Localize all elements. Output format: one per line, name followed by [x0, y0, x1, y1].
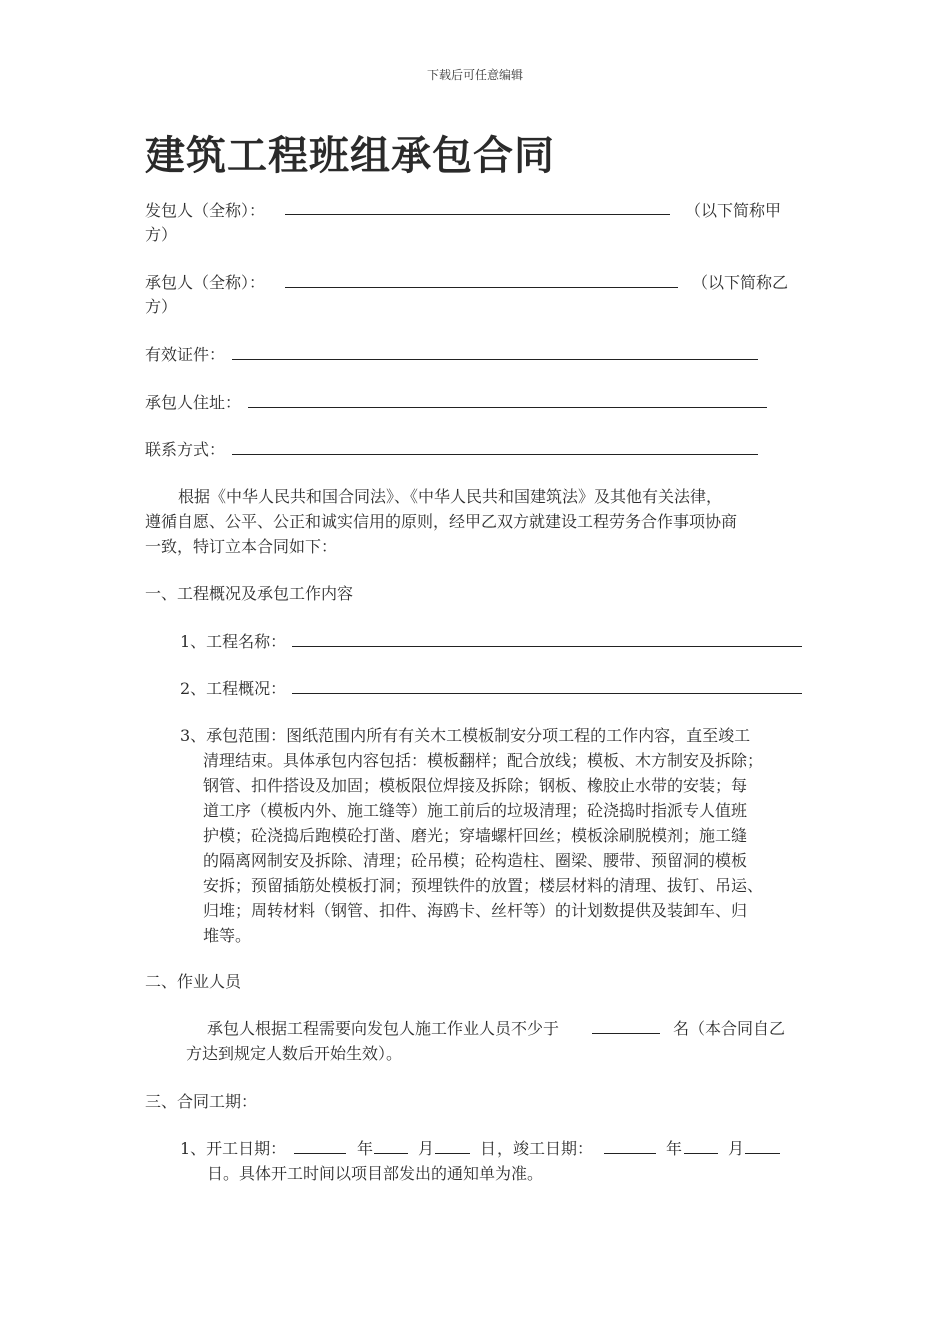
section-1-heading: 一、工程概况及承包工作内容 — [145, 584, 354, 603]
project-name-blank[interactable] — [292, 646, 802, 647]
start-date-label: 1、开工日期： — [180, 1139, 287, 1158]
address-blank[interactable] — [248, 407, 767, 408]
scope-line: 堆等。 — [203, 926, 252, 945]
contractor-suffix-cont: 方） — [145, 297, 178, 316]
scope-line: 钢管、扣件搭设及加固；模板限位焊接及拆除；钢板、橡胶止水带的安装；每 — [203, 776, 748, 795]
id-blank[interactable] — [232, 359, 758, 360]
scope-line: 的隔离网制安及拆除、清理；砼吊模；砼构造柱、圈梁、腰带、预留洞的模板 — [203, 851, 748, 870]
month-label: 月 — [728, 1139, 745, 1158]
preamble-line: 一致，特订立本合同如下： — [145, 537, 338, 556]
employer-suffix: （以下简称甲 — [685, 201, 782, 220]
contact-label: 联系方式： — [145, 440, 226, 459]
workers-line-b: 名（本合同自乙 — [673, 1019, 786, 1038]
workers-count-blank[interactable] — [592, 1033, 660, 1034]
workers-line-a: 承包人根据工程需要向发包人施工作业人员不少于 — [207, 1019, 560, 1038]
employer-suffix-cont: 方） — [145, 225, 178, 244]
section-2-heading: 二、作业人员 — [145, 972, 242, 991]
year-label: 年 — [357, 1139, 374, 1158]
scope-line: 清理结束。具体承包内容包括：模板翻样；配合放线；模板、木方制安及拆除； — [203, 751, 764, 770]
year-label: 年 — [666, 1139, 683, 1158]
end-month-blank[interactable] — [684, 1153, 718, 1154]
start-month-blank[interactable] — [374, 1153, 408, 1154]
employer-label: 发包人（全称）： — [145, 201, 266, 220]
id-label: 有效证件： — [145, 345, 226, 364]
project-overview-blank[interactable] — [292, 693, 802, 694]
employer-name-blank[interactable] — [285, 214, 670, 215]
workers-line-2: 方达到规定人数后开始生效）。 — [186, 1044, 403, 1063]
document-title: 建筑工程班组承包合同 — [145, 133, 555, 179]
scope-line: 道工序（模板内外、施工缝等）施工前后的垃圾清理；砼浇捣时指派专人值班 — [203, 801, 748, 820]
contractor-name-blank[interactable] — [285, 287, 678, 288]
scope-line: 3、承包范围：图纸范围内所有有关木工模板制安分项工程的工作内容，直至竣工 — [180, 726, 751, 745]
header-note: 下载后可任意编辑 — [426, 68, 523, 82]
contractor-label: 承包人（全称）： — [145, 273, 266, 292]
scope-line: 安拆；预留插筋处模板打洞；预埋铁件的放置；楼层材料的清理、拔钉、吊运、 — [203, 876, 764, 895]
start-year-blank[interactable] — [294, 1153, 346, 1154]
end-day-blank[interactable] — [745, 1153, 780, 1154]
start-date-note: 日。具体开工时间以项目部发出的通知单为准。 — [207, 1164, 544, 1183]
address-label: 承包人住址： — [145, 393, 242, 412]
contact-blank[interactable] — [232, 454, 758, 455]
end-year-blank[interactable] — [604, 1153, 656, 1154]
project-name-label: 1、工程名称： — [180, 632, 287, 651]
start-day-blank[interactable] — [435, 1153, 470, 1154]
scope-line: 归堆；周转材料（钢管、扣件、海鸥卡、丝杆等）的计划数提供及装卸车、归 — [203, 901, 748, 920]
project-overview-label: 2、工程概况： — [180, 679, 287, 698]
day-label: 日 — [480, 1139, 497, 1158]
month-label: 月 — [418, 1139, 435, 1158]
preamble-line: 根据《中华人民共和国合同法》、《中华人民共和国建筑法》及其他有关法律， — [178, 487, 723, 506]
end-date-label: ，竣工日期： — [497, 1139, 594, 1158]
section-3-heading: 三、合同工期： — [145, 1092, 258, 1111]
scope-line: 护模；砼浇捣后跑模砼打凿、磨光；穿墙螺杆回丝；模板涂刷脱模剂；施工缝 — [203, 826, 748, 845]
preamble-line: 遵循自愿、公平、公正和诚实信用的原则，经甲乙双方就建设工程劳务合作事项协商 — [145, 512, 738, 531]
contractor-suffix: （以下简称乙 — [692, 273, 789, 292]
